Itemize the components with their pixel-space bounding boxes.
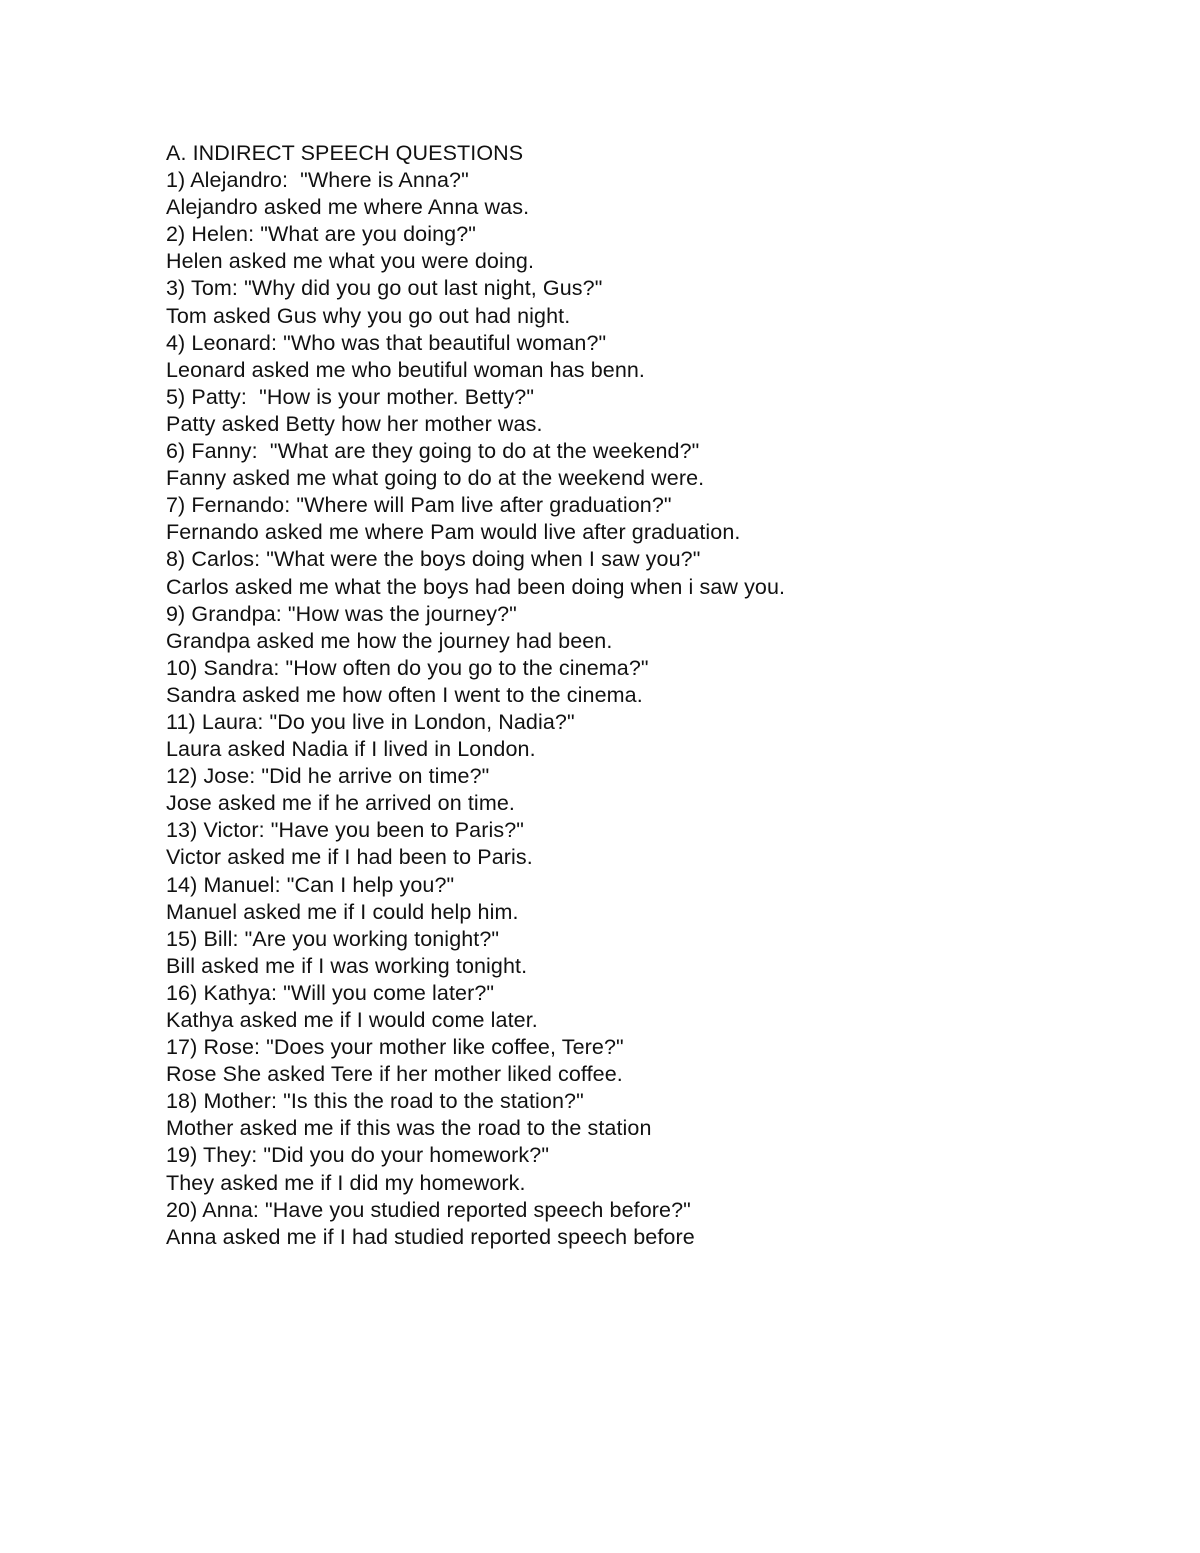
answer-line: Manuel asked me if I could help him. — [166, 899, 519, 924]
document-body — [166, 140, 1166, 1251]
question-line: 15) Bill: "Are you working tonight?" — [166, 926, 500, 951]
question-line: 5) Patty: "How is your mother. Betty?" — [166, 384, 535, 409]
question-line: 17) Rose: "Does your mother like coffee, Tere?" — [166, 1035, 624, 1060]
answer-line: Sandra asked me how often I went to the cinema. — [166, 682, 643, 707]
answer-line: Laura asked Nadia if I lived in London. — [166, 737, 536, 762]
answer-line: Anna asked me if I had studied reported speech before — [166, 1224, 695, 1249]
question-line: 19) They: "Did you do your homework?" — [166, 1143, 550, 1168]
answer-line: Bill asked me if I was working tonight. — [166, 953, 528, 978]
document-heading: A. INDIRECT SPEECH QUESTIONS — [166, 141, 524, 165]
question-line: 18) Mother: "Is this the road to the station?" — [166, 1089, 584, 1114]
question-line: 10) Sandra: "How often do you go to the cinema?" — [166, 655, 649, 680]
question-line: 6) Fanny: "What are they going to do at the weekend?" — [166, 439, 700, 464]
question-line: 3) Tom: "Why did you go out last night, Gus?" — [166, 276, 603, 301]
answer-line: Rose She asked Tere if her mother liked coffee. — [166, 1062, 623, 1087]
question-line: 4) Leonard: "Who was that beautiful woman?" — [166, 330, 607, 355]
answer-line: Leonard asked me who beutiful woman has benn. — [166, 357, 646, 382]
question-line: 7) Fernando: "Where will Pam live after graduation?" — [166, 493, 672, 518]
question-line: 8) Carlos: "What were the boys doing when I saw you?" — [166, 547, 701, 572]
question-line: 2) Helen: "What are you doing?" — [166, 222, 476, 247]
answer-line: Patty asked Betty how her mother was. — [166, 411, 543, 436]
answer-line: Carlos asked me what the boys had been doing when i saw you. — [166, 574, 786, 599]
answer-line: Mother asked me if this was the road to the station — [166, 1116, 652, 1141]
question-line: 16) Kathya: "Will you come later?" — [166, 980, 495, 1005]
answer-line: Victor asked me if I had been to Paris. — [166, 845, 533, 870]
answer-line: Fernando asked me where Pam would live after graduation. — [166, 520, 741, 545]
question-line: 20) Anna: "Have you studied reported speech before?" — [166, 1197, 691, 1222]
answer-line: Grandpa asked me how the journey had been. — [166, 628, 613, 653]
answer-line: Helen asked me what you were doing. — [166, 249, 535, 274]
answer-line: Tom asked Gus why you go out had night. — [166, 303, 571, 328]
question-line: 13) Victor: "Have you been to Paris?" — [166, 818, 524, 843]
answer-line: Alejandro asked me where Anna was. — [166, 195, 530, 220]
answer-line: Jose asked me if he arrived on time. — [166, 791, 515, 816]
answer-line: Fanny asked me what going to do at the weekend were. — [166, 466, 705, 491]
question-line: 12) Jose: "Did he arrive on time?" — [166, 764, 490, 789]
question-line: 14) Manuel: "Can I help you?" — [166, 872, 455, 897]
question-line: 11) Laura: "Do you live in London, Nadia?" — [166, 709, 575, 734]
question-line: 1) Alejandro: "Where is Anna?" — [166, 168, 469, 193]
question-line: 9) Grandpa: "How was the journey?" — [166, 601, 517, 626]
answer-line: Kathya asked me if I would come later. — [166, 1008, 538, 1032]
answer-line: They asked me if I did my homework. — [166, 1170, 526, 1195]
